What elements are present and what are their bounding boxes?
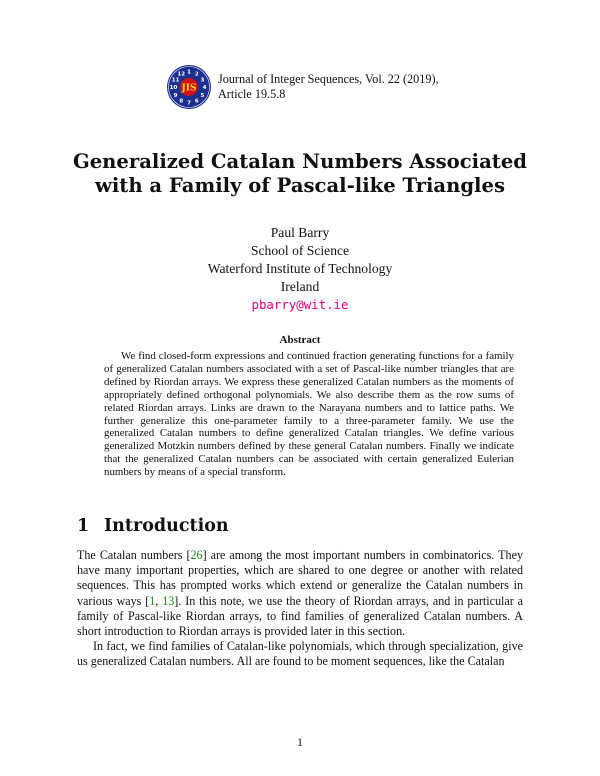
logo-ring-number: 9 <box>173 92 178 99</box>
logo-ring-number: 10 <box>169 85 178 91</box>
page-number: 1 <box>297 735 303 749</box>
logo-ring-number: 2 <box>194 71 199 78</box>
logo-ring-number: 1 <box>187 69 191 76</box>
paragraph-1: The Catalan numbers [26] are among the most important numbers in combinatorics. They have many important properties, which are shared to one degree or another with related sequences. This has prompted works which extend or generalize the Catalan numbers in various ways [1, 13]. In this note, we use the theory of Riordan arrays, and in particular a family of Pascal-like Riordan arrays, to find families of generalized Catalan numbers. A short introduction to Riordan arrays is provided later in this section. <box>77 548 524 639</box>
author-institute: Waterford Institute of Technology <box>207 261 393 276</box>
introduction-body <box>77 548 523 670</box>
journal-header <box>166 64 439 110</box>
logo-ring-number: 5 <box>200 92 205 99</box>
author-school: School of Science <box>250 243 350 258</box>
logo-text: JIS <box>181 83 197 94</box>
author-name: Paul Barry <box>270 225 330 240</box>
abstract-heading: Abstract <box>279 334 321 346</box>
author-email-link[interactable]: pbarry@wit.ie <box>251 297 349 312</box>
paragraph-2: In fact, we find families of Catalan-like polynomials, which through specialization, give us generalized Catalan numbers. All are found to be moment sequences, like the Catalan <box>77 639 523 669</box>
title-line-1: Generalized Catalan Numbers Associated <box>72 150 528 173</box>
citation-link[interactable]: 26 <box>190 548 203 562</box>
citation-link[interactable]: 1 <box>149 593 156 608</box>
logo-ring-number: 6 <box>194 98 199 105</box>
section-heading <box>77 516 229 536</box>
author-block <box>0 224 600 314</box>
abstract-text: We find closed-form expressions and continued fraction generating functions for a family of generalized Catalan numbers associated with a set of Pascal-like number triangles that are defined by Riordan arrays. We express these generalized Catalan numbers as the moments of appropriately defined orthogonal polynomials. We also describe them as the row sums of related Riordan arrays. Links are drawn to the Narayana numbers and to lattice paths. We further generalize this one-parameter family to a three-parameter family. We use the generalized Catalan numbers to define generalized Catalan triangles. We define various generalized Motzkin numbers defined by these general Catalan numbers. Finally we indicate that the generalized Catalan numbers can be associated with certain generalized Eulerian numbers by means of a special transform. <box>104 350 514 479</box>
logo-ring-number: 3 <box>200 77 205 84</box>
journal-citation: Journal of Integer Sequences, Vol. 22 (2019), <box>218 72 439 86</box>
paper-title <box>40 150 560 198</box>
section-number: 1 <box>77 516 90 536</box>
logo-ring-number: 7 <box>187 100 191 107</box>
section-title: Introduction <box>104 516 229 536</box>
title-line-2: with a Family of Pascal-like Triangles <box>94 174 505 197</box>
author-country: Ireland <box>280 279 320 294</box>
logo-ring-number: 4 <box>202 85 207 91</box>
logo-ring-number: 11 <box>171 77 180 84</box>
logo-ring-number: 12 <box>177 71 186 78</box>
logo-ring-number: 8 <box>179 98 184 105</box>
article-number: Article 19.5.8 <box>218 87 286 101</box>
citation-link[interactable]: 13 <box>162 593 175 608</box>
jis-logo-icon <box>166 64 212 110</box>
